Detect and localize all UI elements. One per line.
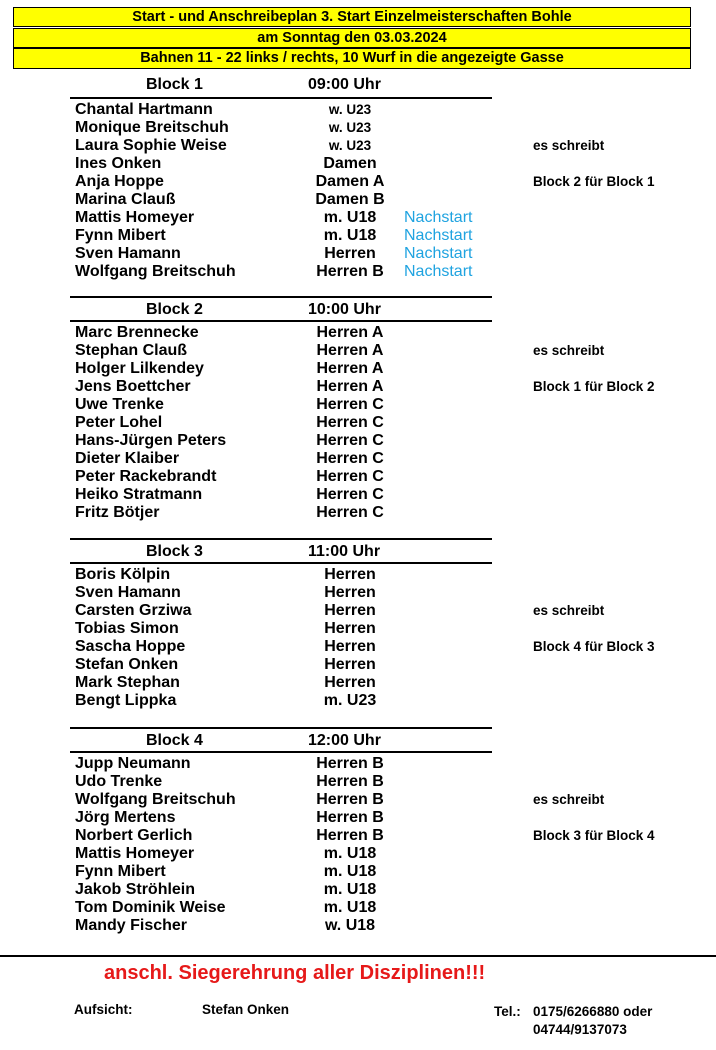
player-name: Marc Brennecke [75,324,199,341]
player-class: Herren [324,566,376,583]
player-name: Wolfgang Breitschuh [75,791,236,808]
phone-label: Tel.: [494,1004,521,1019]
player-row [0,414,716,432]
player-name: Monique Breitschuh [75,119,229,136]
block-time: 09:00 Uhr [308,76,381,93]
block-label: Block 1 [146,76,203,93]
player-row [0,324,716,342]
player-class: w. U23 [328,102,372,117]
scorer-block-note: Block 1 für Block 2 [533,379,655,394]
player-name: Peter Rackebrandt [75,468,217,485]
player-name: Sascha Hoppe [75,638,186,655]
player-class: Herren A [316,378,384,395]
nachstart-label: Nachstart [404,227,473,244]
player-row [0,773,716,791]
player-row [0,845,716,863]
player-class: Herren B [316,755,384,772]
nachstart-label: Nachstart [404,245,473,262]
player-name: Tobias Simon [75,620,179,637]
header-date: am Sonntag den 03.03.2024 [13,28,691,48]
player-row [0,584,716,602]
player-row [0,245,716,263]
player-name: Jakob Ströhlein [75,881,196,898]
player-name: Bengt Lippka [75,692,177,709]
player-class: m. U18 [323,881,377,898]
player-name: Heiko Stratmann [75,486,203,503]
player-class: m. U23 [323,692,377,709]
player-name: Laura Sophie Weise [75,137,227,154]
player-name: Stefan Onken [75,656,179,673]
scorer-block-note: Block 2 für Block 1 [533,174,655,189]
player-class: Damen A [315,173,385,190]
block-label: Block 3 [146,543,203,560]
player-class: Herren A [316,360,384,377]
player-name: Jupp Neumann [75,755,191,772]
block-header [70,538,492,564]
player-row [0,674,716,692]
player-class: w. U18 [324,917,376,934]
player-class: m. U18 [323,899,377,916]
player-row [0,620,716,638]
player-class: Herren A [316,324,384,341]
player-class: Herren C [316,450,384,467]
player-name: Mattis Homeyer [75,845,195,862]
player-name: Fritz Bötjer [75,504,160,521]
player-class: Herren [324,656,376,673]
player-name: Boris Kölpin [75,566,171,583]
player-class: m. U18 [323,209,377,226]
player-name: Jörg Mertens [75,809,176,826]
player-class: Herren [324,674,376,691]
block-label: Block 2 [146,301,203,318]
player-row [0,450,716,468]
player-row [0,638,716,656]
scorer-block-note: Block 4 für Block 3 [533,639,655,654]
block-time: 10:00 Uhr [308,301,381,318]
player-name: Fynn Mibert [75,227,166,244]
player-row [0,137,716,155]
phone-number-2: 04744/9137073 [533,1022,627,1037]
block-time: 11:00 Uhr [308,543,381,560]
player-class: m. U18 [323,845,377,862]
player-row [0,432,716,450]
player-name: Mattis Homeyer [75,209,195,226]
ceremony-notice: anschl. Siegerehrung aller Disziplinen!!! [104,962,486,984]
supervisor-name: Stefan Onken [202,1002,290,1017]
block-header [70,73,492,99]
block-time: 12:00 Uhr [308,732,381,749]
block-header [70,296,492,322]
player-name: Peter Lohel [75,414,163,431]
player-class: Herren B [316,263,384,280]
player-class: Herren B [316,791,384,808]
player-row [0,173,716,191]
player-class: Herren B [316,827,384,844]
player-row [0,566,716,584]
player-class: Herren B [316,773,384,790]
player-row [0,692,716,710]
player-row [0,227,716,245]
player-name: Tom Dominik Weise [75,899,226,916]
player-class: Herren C [316,468,384,485]
player-name: Wolfgang Breitschuh [75,263,236,280]
player-class: m. U18 [323,227,377,244]
scorer-note: es schreibt [533,792,605,807]
player-row [0,899,716,917]
player-row [0,827,716,845]
player-class: Herren [324,584,376,601]
player-name: Holger Lilkendey [75,360,204,377]
player-name: Anja Hoppe [75,173,164,190]
player-row [0,504,716,522]
player-name: Fynn Mibert [75,863,166,880]
scorer-note: es schreibt [533,138,605,153]
player-name: Mark Stephan [75,674,180,691]
player-row [0,656,716,674]
player-row [0,155,716,173]
player-name: Dieter Klaiber [75,450,180,467]
player-row [0,101,716,119]
player-name: Stephan Clauß [75,342,188,359]
player-class: w. U23 [328,138,372,153]
player-row [0,917,716,935]
player-row [0,791,716,809]
player-name: Marina Clauß [75,191,176,208]
player-class: Damen B [315,191,385,208]
player-row [0,881,716,899]
player-name: Chantal Hartmann [75,101,213,118]
player-row [0,263,716,281]
block-label: Block 4 [146,732,203,749]
player-name: Ines Onken [75,155,162,172]
phone-number-1: 0175/6266880 oder [533,1004,653,1019]
player-class: Herren C [316,504,384,521]
player-class: Herren [324,620,376,637]
player-class: Damen [323,155,377,172]
player-name: Jens Boettcher [75,378,191,395]
player-row [0,863,716,881]
player-row [0,191,716,209]
supervision-label: Aufsicht: [74,1002,133,1017]
player-class: Herren [324,602,376,619]
scorer-note: es schreibt [533,603,605,618]
footer-divider [0,955,716,957]
scorer-block-note: Block 3 für Block 4 [533,828,655,843]
player-class: Herren B [316,809,384,826]
header-title: Start - und Anschreibeplan 3. Start Einzelmeisterschaften Bohle [13,7,691,27]
player-class: w. U23 [328,120,372,135]
player-row [0,119,716,137]
player-row [0,602,716,620]
player-row [0,209,716,227]
player-row [0,809,716,827]
player-name: Carsten Grziwa [75,602,192,619]
player-row [0,486,716,504]
player-row [0,468,716,486]
player-name: Norbert Gerlich [75,827,193,844]
player-name: Sven Hamann [75,584,181,601]
block-header [70,727,492,753]
player-class: Herren C [316,396,384,413]
player-class: Herren [324,638,376,655]
header-lanes: Bahnen 11 - 22 links / rechts, 10 Wurf in die angezeigte Gasse [13,48,691,69]
scorer-note: es schreibt [533,343,605,358]
player-name: Mandy Fischer [75,917,188,934]
player-class: m. U18 [323,863,377,880]
player-row [0,342,716,360]
player-name: Sven Hamann [75,245,181,262]
player-name: Udo Trenke [75,773,163,790]
player-name: Uwe Trenke [75,396,164,413]
player-name: Hans-Jürgen Peters [75,432,227,449]
nachstart-label: Nachstart [404,209,473,226]
player-class: Herren C [316,414,384,431]
player-class: Herren C [316,486,384,503]
player-class: Herren A [316,342,384,359]
player-class: Herren C [316,432,384,449]
nachstart-label: Nachstart [404,263,473,280]
player-row [0,755,716,773]
player-class: Herren [324,245,376,262]
